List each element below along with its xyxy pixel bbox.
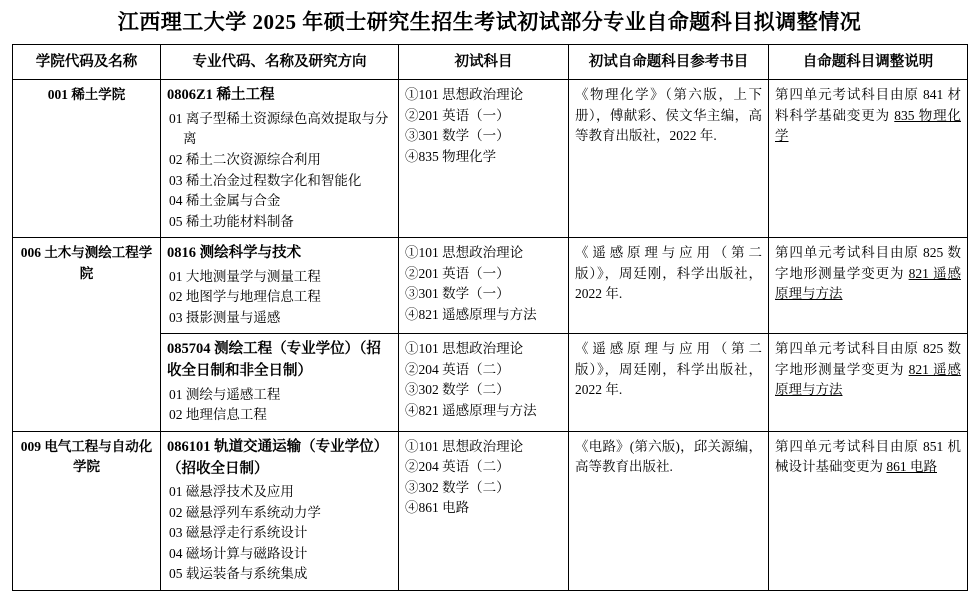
column-header-college: 学院代码及名称 [13,45,161,80]
adjustment-note-new-subject: 821 遥感原理与方法 [775,265,961,302]
table-row [13,238,968,334]
adjustment-table [12,44,968,591]
subject-item: ②204 英语（二） [405,459,510,475]
reference-books-cell [569,431,769,590]
major-code: 086101 轨道交通运输（专业学位）（招收全日制） [167,438,389,477]
subject-item: ①101 思想政治理论 [405,87,524,103]
subject-item: ④861 电路 [405,500,470,516]
college-cell: 006 土木与测绘工程学院 [13,238,161,432]
subject-item: ①101 思想政治理论 [405,341,524,357]
subject-item: ④821 遥感原理与方法 [405,402,537,418]
subjects-cell [399,238,569,334]
adjustment-note-cell [769,431,968,590]
subject-item: ③301 数学（一） [405,286,510,302]
subjects-cell [399,80,569,238]
major-direction-item: 01 磁悬浮技术及应用 [169,484,294,500]
major-direction-item: 03 稀土冶金过程数字化和智能化 [169,172,362,188]
major-direction-item: 02 磁悬浮列车系统动力学 [169,504,321,520]
college-cell: 001 稀土学院 [13,80,161,238]
major-code: 085704 测绘工程（专业学位）（招收全日制和非全日制） [167,341,381,380]
subject-item: ③301 数学（一） [405,128,510,144]
major-direction-item: 01 测绘与遥感工程 [169,386,281,402]
major-directions [167,267,392,329]
table-row [13,431,968,590]
adjustment-note-new-subject: 821 遥感原理与方法 [775,361,961,398]
major-direction-item: 03 摄影测量与遥感 [169,309,281,325]
major-cell [161,80,399,238]
adjustment-note-cell [769,334,968,432]
subject-item: ④835 物理化学 [405,148,497,164]
adjustment-note-text [775,243,961,305]
major-direction-item: 01 大地测量学与测量工程 [169,268,321,284]
subject-list [405,243,562,325]
adjustment-note-cell [769,80,968,238]
subject-item: ②204 英语（二） [405,361,510,377]
major-code: 0816 测绘科学与技术 [167,245,302,262]
reference-books-cell [569,238,769,334]
reference-books-text: 《遥感原理与应用（第二版）》，周廷刚，科学出版社，2022 年. [575,245,762,302]
subject-item: ③302 数学（二） [405,479,510,495]
major-directions [167,385,392,426]
subject-item: ②201 英语（一） [405,265,510,281]
major-cell [161,238,399,334]
reference-books-cell [569,80,769,238]
subject-list [405,85,562,167]
subject-list [405,339,562,421]
subject-item: ①101 思想政治理论 [405,245,524,261]
table-row [13,80,968,238]
adjustment-note-text [775,85,961,147]
page-title: 江西理工大学 2025 年硕士研究生招生考试初试部分专业自命题科目拟调整情况 [117,10,862,34]
major-direction-item: 05 载运装备与系统集成 [169,566,308,582]
major-directions [167,109,392,232]
adjustment-note-text [775,437,961,478]
major-direction-item: 03 磁悬浮走行系统设计 [169,525,308,541]
reference-books-text: 《电路》(第六版)，邱关源编，高等教育出版社. [575,438,762,475]
adjustment-note-new-subject: 835 物理化学 [775,107,961,144]
college-cell: 009 电气工程与自动化学院 [13,431,161,590]
major-cell [161,334,399,432]
major-code: 0806Z1 稀土工程 [167,87,275,104]
major-directions [167,482,392,585]
major-direction-item: 04 磁场计算与磁路设计 [169,545,308,561]
subject-item: ②201 英语（一） [405,107,510,123]
reference-books-text: 《遥感原理与应用（第二版）》，周廷刚，科学出版社，2022 年. [575,341,762,398]
subject-list [405,437,562,519]
table-header-row [13,45,968,80]
column-header-major: 专业代码、名称及研究方向 [161,45,399,80]
adjustment-note-prefix: 第四单元考试科目由原 851 机械设计基础变更为 [775,438,961,475]
subject-item: ①101 思想政治理论 [405,438,524,454]
adjustment-note-prefix: 第四单元考试科目由原 825 数字地形测量学变更为 [775,341,961,377]
major-direction-item: 04 稀土金属与合金 [169,193,281,209]
adjustment-note-prefix: 第四单元考试科目由原 825 数字地形测量学变更为 [775,245,961,281]
column-header-subjects: 初试科目 [399,45,569,80]
subject-item: ③302 数学（二） [405,382,510,398]
column-header-note: 自命题科目调整说明 [769,45,968,80]
major-direction-item: 01 离子型稀土资源绿色高效提取与分离 [169,110,389,147]
major-direction-item: 05 稀土功能材料制备 [169,213,294,229]
major-direction-item: 02 地理信息工程 [169,407,267,423]
reference-books-text: 《物理化学》（第六版，上下册），傅献彩、侯文华主编，高等教育出版社，2022 年. [575,87,762,144]
column-header-books: 初试自命题科目参考书目 [569,45,769,80]
major-cell [161,431,399,590]
table-body [13,80,968,591]
subjects-cell [399,431,569,590]
major-direction-item: 02 地图学与地理信息工程 [169,289,321,305]
adjustment-note-prefix: 第四单元考试科目由原 841 材料科学基础变更为 [775,87,961,123]
reference-books-cell [569,334,769,432]
adjustment-note-cell [769,238,968,334]
adjustment-note-text [775,339,961,401]
adjustment-note-new-subject: 861 电路 [886,459,937,475]
subjects-cell [399,334,569,432]
subject-item: ④821 遥感原理与方法 [405,306,537,322]
major-direction-item: 02 稀土二次资源综合利用 [169,152,321,167]
